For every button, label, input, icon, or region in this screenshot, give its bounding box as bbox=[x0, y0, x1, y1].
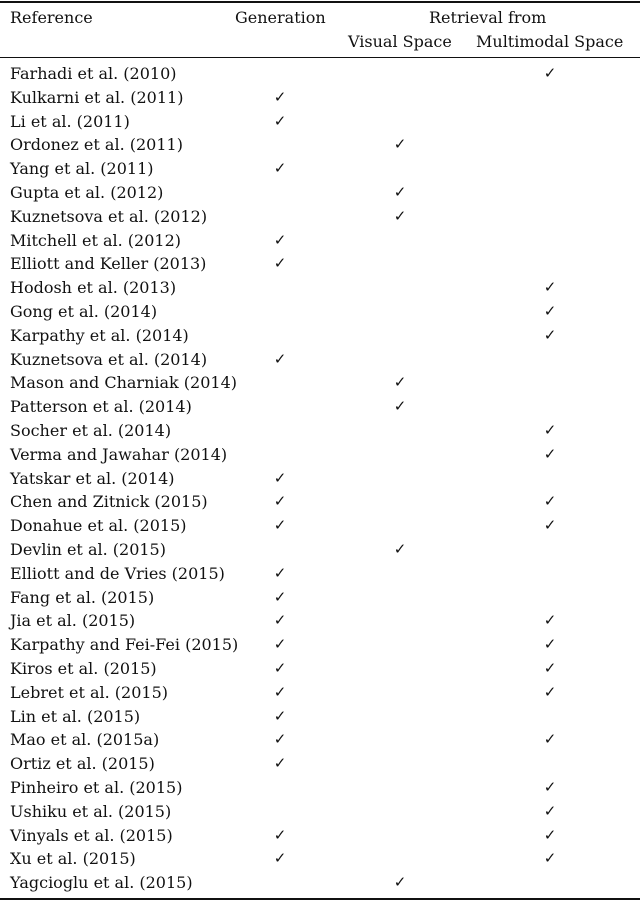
check-icon-generation: ✓ bbox=[273, 825, 287, 844]
table-row bbox=[0, 62, 640, 86]
reference-cell: Yang et al. (2011) bbox=[10, 159, 154, 179]
check-icon-multimodal-space: ✓ bbox=[543, 682, 557, 701]
check-icon-generation: ✓ bbox=[273, 658, 287, 677]
reference-cell: Farhadi et al. (2010) bbox=[10, 64, 177, 83]
table-row bbox=[0, 300, 640, 324]
check-icon-visual-space: ✓ bbox=[393, 182, 407, 201]
table-row bbox=[0, 110, 640, 134]
check-icon-multimodal-space: ✓ bbox=[543, 516, 557, 535]
check-icon-visual-space: ✓ bbox=[393, 873, 407, 892]
top-rule bbox=[0, 1, 640, 3]
reference-cell: Fang et al. (2015) bbox=[10, 587, 155, 607]
table-row bbox=[0, 705, 640, 729]
check-icon-multimodal-space: ✓ bbox=[543, 825, 557, 844]
check-icon-visual-space: ✓ bbox=[393, 206, 407, 225]
reference-cell: Lebret et al. (2015) bbox=[10, 682, 168, 702]
table-row bbox=[0, 419, 640, 443]
table-row bbox=[0, 847, 640, 871]
check-icon-generation: ✓ bbox=[273, 754, 287, 773]
check-icon-multimodal-space: ✓ bbox=[543, 278, 557, 297]
header-generation: Generation bbox=[235, 8, 326, 27]
table-row bbox=[0, 728, 640, 752]
reference-cell: Yatskar et al. (2014) bbox=[10, 468, 175, 488]
table-row bbox=[0, 800, 640, 824]
reference-cell: Karpathy et al. (2014) bbox=[10, 325, 189, 345]
check-icon-generation: ✓ bbox=[273, 254, 287, 273]
reference-cell: Vinyals et al. (2015) bbox=[10, 825, 173, 845]
reference-cell: Verma and Jawahar (2014) bbox=[10, 444, 228, 464]
check-icon-multimodal-space: ✓ bbox=[543, 301, 557, 320]
header-retrieval: Retrieval from bbox=[429, 8, 547, 27]
check-icon-visual-space: ✓ bbox=[393, 397, 407, 416]
table-row bbox=[0, 86, 640, 110]
check-icon-generation: ✓ bbox=[273, 587, 287, 606]
check-icon-multimodal-space: ✓ bbox=[543, 444, 557, 463]
check-icon-multimodal-space: ✓ bbox=[543, 849, 557, 868]
table-row bbox=[0, 252, 640, 276]
table-row bbox=[0, 443, 640, 467]
table-row bbox=[0, 586, 640, 610]
reference-cell: Jia et al. (2015) bbox=[10, 611, 136, 631]
table-row bbox=[0, 776, 640, 800]
reference-cell: Mao et al. (2015a) bbox=[10, 730, 160, 750]
table-row bbox=[0, 348, 640, 372]
check-icon-multimodal-space: ✓ bbox=[543, 777, 557, 796]
check-icon-multimodal-space: ✓ bbox=[543, 635, 557, 654]
reference-cell: Li et al. (2011) bbox=[10, 111, 130, 131]
reference-cell: Ordonez et al. (2011) bbox=[10, 135, 183, 155]
check-icon-generation: ✓ bbox=[273, 492, 287, 511]
check-icon-visual-space: ✓ bbox=[393, 539, 407, 558]
reference-cell: Mitchell et al. (2012) bbox=[10, 230, 181, 250]
table-row bbox=[0, 514, 640, 538]
reference-cell: Kulkarni et al. (2011) bbox=[10, 87, 184, 107]
check-icon-generation: ✓ bbox=[273, 849, 287, 868]
check-icon-generation: ✓ bbox=[273, 611, 287, 630]
reference-cell: Socher et al. (2014) bbox=[10, 420, 172, 440]
check-icon-visual-space: ✓ bbox=[393, 373, 407, 392]
reference-cell: Elliott and Keller (2013) bbox=[10, 254, 207, 274]
check-icon-multimodal-space: ✓ bbox=[543, 801, 557, 820]
table-row bbox=[0, 229, 640, 253]
table-row bbox=[0, 395, 640, 419]
reference-cell: Pinheiro et al. (2015) bbox=[10, 777, 183, 797]
reference-cell: Xu et al. (2015) bbox=[10, 849, 136, 869]
reference-cell: Donahue et al. (2015) bbox=[10, 516, 187, 536]
table-row bbox=[0, 371, 640, 395]
reference-cell: Gong et al. (2014) bbox=[10, 301, 158, 321]
check-icon-multimodal-space: ✓ bbox=[543, 325, 557, 344]
table-row bbox=[0, 324, 640, 348]
table-row bbox=[0, 181, 640, 205]
bottom-rule bbox=[0, 898, 640, 900]
reference-cell: Devlin et al. (2015) bbox=[10, 539, 166, 559]
reference-cell: Patterson et al. (2014) bbox=[10, 397, 192, 417]
check-icon-visual-space: ✓ bbox=[393, 135, 407, 154]
check-icon-generation: ✓ bbox=[273, 563, 287, 582]
header-visual-space: Visual Space bbox=[348, 32, 452, 51]
table-row bbox=[0, 157, 640, 181]
reference-cell: Chen and Zitnick (2015) bbox=[10, 492, 208, 512]
reference-cell: Lin et al. (2015) bbox=[10, 706, 141, 726]
table-row bbox=[0, 752, 640, 776]
check-icon-generation: ✓ bbox=[273, 516, 287, 535]
check-icon-multimodal-space: ✓ bbox=[543, 420, 557, 439]
table-row bbox=[0, 681, 640, 705]
check-icon-generation: ✓ bbox=[273, 349, 287, 368]
reference-cell: Kuznetsova et al. (2012) bbox=[10, 206, 208, 226]
check-icon-generation: ✓ bbox=[273, 111, 287, 130]
check-icon-generation: ✓ bbox=[273, 635, 287, 654]
table-row bbox=[0, 633, 640, 657]
reference-cell: Karpathy and Fei-Fei (2015) bbox=[10, 635, 239, 655]
table-row bbox=[0, 871, 640, 895]
table-row bbox=[0, 538, 640, 562]
reference-cell: Yagcioglu et al. (2015) bbox=[10, 873, 193, 893]
table-row bbox=[0, 609, 640, 633]
table-body bbox=[0, 62, 640, 895]
table-row bbox=[0, 205, 640, 229]
check-icon-multimodal-space: ✓ bbox=[543, 611, 557, 630]
check-icon-generation: ✓ bbox=[273, 230, 287, 249]
check-icon-generation: ✓ bbox=[273, 706, 287, 725]
check-icon-generation: ✓ bbox=[273, 730, 287, 749]
table-row bbox=[0, 657, 640, 681]
check-icon-generation: ✓ bbox=[273, 159, 287, 178]
reference-cell: Mason and Charniak (2014) bbox=[10, 373, 238, 393]
table-row bbox=[0, 562, 640, 586]
check-icon-multimodal-space: ✓ bbox=[543, 64, 557, 82]
table-row bbox=[0, 276, 640, 300]
table-row bbox=[0, 467, 640, 491]
check-icon-multimodal-space: ✓ bbox=[543, 658, 557, 677]
table-row bbox=[0, 824, 640, 848]
check-icon-generation: ✓ bbox=[273, 468, 287, 487]
check-icon-generation: ✓ bbox=[273, 682, 287, 701]
reference-cell: Ortiz et al. (2015) bbox=[10, 754, 155, 774]
check-icon-multimodal-space: ✓ bbox=[543, 492, 557, 511]
header-rule bbox=[0, 57, 640, 58]
table-row bbox=[0, 133, 640, 157]
check-icon-multimodal-space: ✓ bbox=[543, 730, 557, 749]
reference-cell: Kuznetsova et al. (2014) bbox=[10, 349, 208, 369]
reference-cell: Elliott and de Vries (2015) bbox=[10, 563, 225, 583]
reference-cell: Hodosh et al. (2013) bbox=[10, 278, 177, 298]
header-reference: Reference bbox=[10, 8, 93, 27]
header-multimodal-space: Multimodal Space bbox=[476, 32, 624, 51]
reference-cell: Kiros et al. (2015) bbox=[10, 658, 157, 678]
reference-cell: Ushiku et al. (2015) bbox=[10, 801, 172, 821]
reference-cell: Gupta et al. (2012) bbox=[10, 182, 164, 202]
check-icon-generation: ✓ bbox=[273, 87, 287, 106]
table-row bbox=[0, 490, 640, 514]
